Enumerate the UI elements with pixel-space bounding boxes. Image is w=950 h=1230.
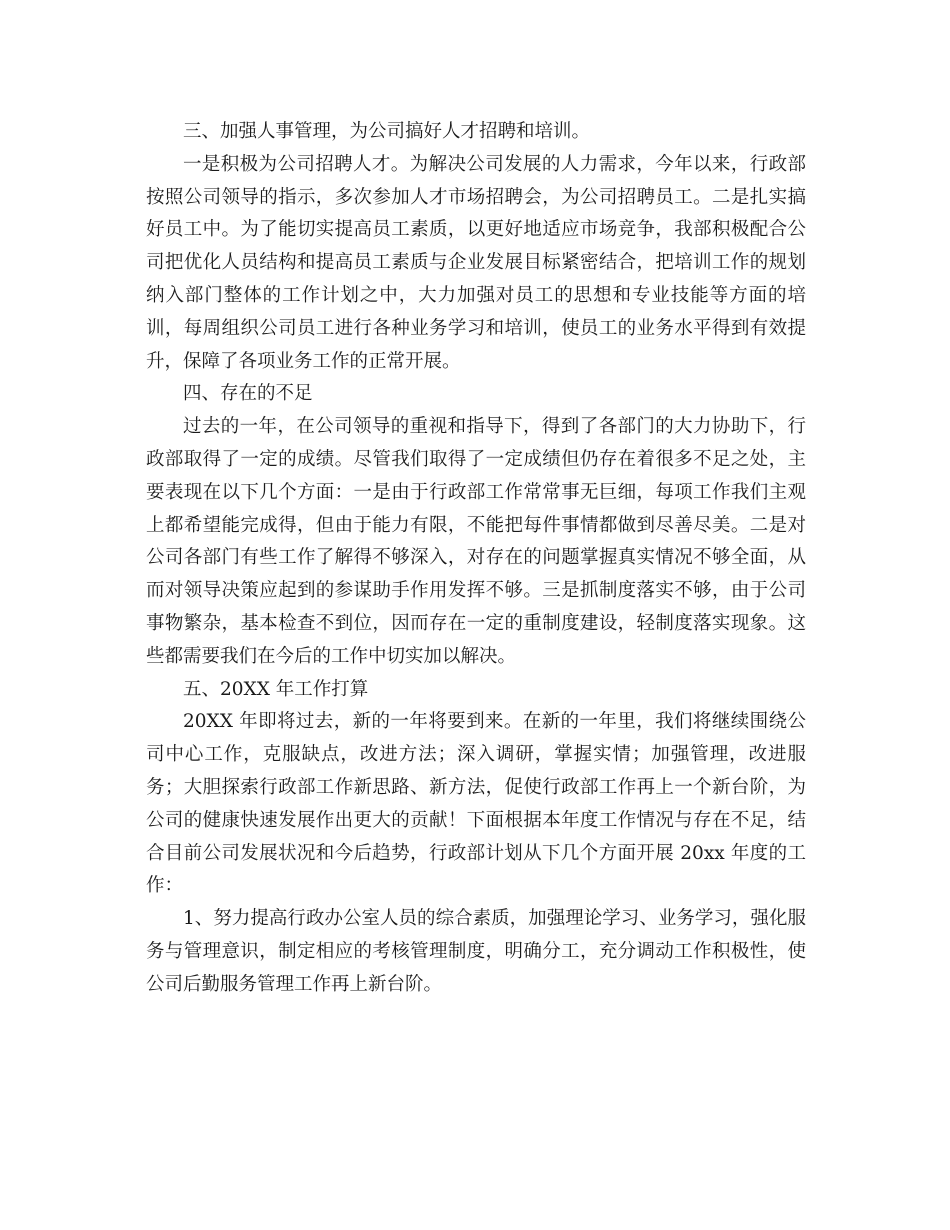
section-heading-work-plan: 五、20XX 年工作打算 bbox=[183, 678, 369, 700]
paragraph-recruitment-training: 一是积极为公司招聘人才。为解决公司发展的人力需求，今年以来，行政部按照公司领导的指示，多次参加人才市场招聘会，为公司招聘员工。二是扎实搞好员工中。为了能切实提高员工素质，以更好地适应市场竞争，我部积极配合公司把优化人员结构和提高员工素质与企业发展目标紧密结合，把培训工作的规划纳入部门整体的工作计划之中，大力加强对员工的思想和专业技能等方面的培训，每周组织公司员工进行各种业务学习和培训，使员工的业务水平得到有效提升，保障了各项业务工作的正常开展。 bbox=[146, 153, 806, 372]
paragraph-shortcomings: 过去的一年，在公司领导的重视和指导下，得到了各部门的大力协助下，行政部取得了一定的成绩。尽管我们取得了一定成绩但仍存在着很多不足之处，主要表现在以下几个方面：一是由于行政部工作常常事无巨细，每项工作我们主观上都希望能完成得，但由于能力有限，不能把每件事情都做到尽善尽美。二是对公司各部门有些工作了解得不够深入，对存在的问题掌握真实情况不够全面，从而对领导决策应起到的参谋助手作用发挥不够。三是抓制度落实不够，由于公司事物繁杂，基本检查不到位，因而存在一定的重制度建设，轻制度落实现象。这些都需要我们在今后的工作中切实加以解决。 bbox=[146, 416, 806, 667]
section-heading-hr: 三、加强人事管理，为公司搞好人才招聘和培训。 bbox=[183, 121, 591, 142]
paragraph-plan-item-1: 1、努力提高行政办公室人员的综合素质，加强理论学习、业务学习，强化服务与管理意识，制定相应的考核管理制度，明确分工，充分调动工作积极性，使公司后勤服务管理工作再上新台阶。 bbox=[146, 908, 806, 995]
section-heading-shortcomings: 四、存在的不足 bbox=[183, 383, 313, 405]
paragraph-work-plan: 20XX 年即将过去，新的一年将要到来。在新的一年里，我们将继续围绕公司中心工作，克服缺点，改进方法；深入调研，掌握实情；加强管理，改进服务；大胆探索行政部工作新思路、新方法，促使行政部工作再上一个新台阶，为公司的健康快速发展作出更大的贡献！下面根据本年度工作情况与存在不足，结合目前公司发展状况和今后趋势，行政部计划从下几个方面开展 20xx 年度的工作： bbox=[146, 711, 806, 897]
document-body bbox=[146, 116, 806, 1002]
